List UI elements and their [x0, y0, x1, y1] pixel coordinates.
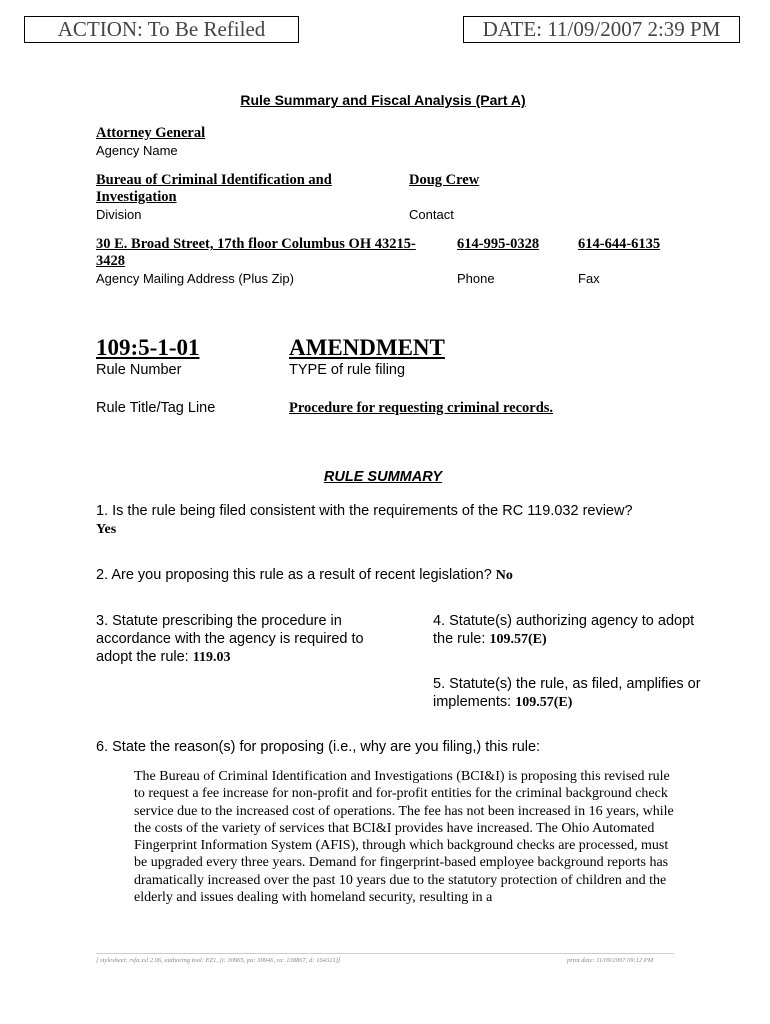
question-5-text: 5. Statute(s) the rule, as filed, amplifies or implements: — [433, 676, 701, 710]
filing-type-value: AMENDMENT — [289, 335, 445, 360]
rule-title-label: Rule Title/Tag Line — [96, 400, 216, 416]
question-4-text: 4. Statute(s) authorizing agency to adopt the rule: — [433, 613, 695, 647]
question-6-text: 6. State the reason(s) for proposing (i.e., why are you filing,) this rule: — [96, 739, 541, 755]
question-4-answer: 109.57(E) — [489, 632, 547, 647]
question-2-text: 2. Are you proposing this rule as a result of recent legislation? — [96, 567, 492, 583]
action-box — [24, 16, 299, 43]
question-2-answer: No — [495, 568, 513, 583]
filing-type-label: TYPE of rule filing — [289, 362, 406, 378]
rule-number-label: Rule Number — [96, 362, 182, 378]
page-title: Rule Summary and Fiscal Analysis (Part A) — [240, 92, 526, 108]
fax-label: Fax — [578, 271, 600, 286]
contact-label: Contact — [409, 207, 454, 222]
footer-rule — [96, 953, 674, 954]
question-3-text: 3. Statute prescribing the procedure in accordance with the agency is required to adopt the rule: — [96, 613, 364, 665]
question-1 — [96, 502, 656, 539]
contact-value: Doug Crew — [409, 172, 480, 188]
question-2 — [96, 566, 716, 585]
question-5 — [433, 675, 723, 712]
address-value: 30 E. Broad Street, 17th floor Columbus OH 43215-3428 — [96, 236, 416, 269]
rule-summary-heading: RULE SUMMARY — [323, 469, 443, 485]
question-3 — [96, 612, 388, 667]
division-value: Bureau of Criminal Identification and Investigation — [96, 172, 332, 205]
question-4 — [433, 612, 713, 649]
question-1-answer: Yes — [96, 522, 117, 537]
fax-value: 614-644-6135 — [578, 236, 661, 252]
question-5-answer: 109.57(E) — [515, 695, 573, 710]
footer-print-date: print date: 11/09/2007 09:12 PM — [567, 957, 654, 964]
date-text: DATE: 11/09/2007 2:39 PM — [482, 17, 721, 41]
agency-label: Agency Name — [96, 143, 178, 158]
rule-number-value: 109:5-1-01 — [96, 335, 200, 360]
division-label: Division — [96, 207, 142, 222]
date-box — [463, 16, 740, 43]
address-label: Agency Mailing Address (Plus Zip) — [96, 271, 294, 286]
question-1-text: 1. Is the rule being filed consistent with the requirements of the RC 119.032 review? — [96, 503, 633, 519]
footer-stylesheet-info: [ stylesheet: rsfa.xsl 2.06, authoring tool: EZ1, (t: 30965, pa: 39946, ra: 138867, d: 164321)] — [96, 957, 341, 964]
phone-value: 614-995-0328 — [457, 236, 540, 252]
phone-label: Phone — [457, 271, 495, 286]
rule-title-value: Procedure for requesting criminal records. — [289, 400, 554, 416]
question-3-answer: 119.03 — [192, 650, 231, 665]
action-text: ACTION: To Be Refiled — [57, 17, 266, 41]
agency-value: Attorney General — [96, 125, 206, 141]
question-6-answer: The Bureau of Criminal Identification and Investigations (BCI&I) is proposing this revised rule to request a fee increase for non-profit and for-profit entities for the criminal background check service due to the increased cost of operations. The fee has not been increased in 16 years, while the costs of the variety of services that BCI&I provides have increased. The Ohio Automated Fingerprint Information System (AFIS), through which background checks are processed, must be upgraded every three years. Demand for fingerprint-based employee background reports has dramatically increased over the past 10 years due to the statutory protection of children and the elderly and issues dealing with homeland security, resulting in a — [134, 769, 674, 906]
